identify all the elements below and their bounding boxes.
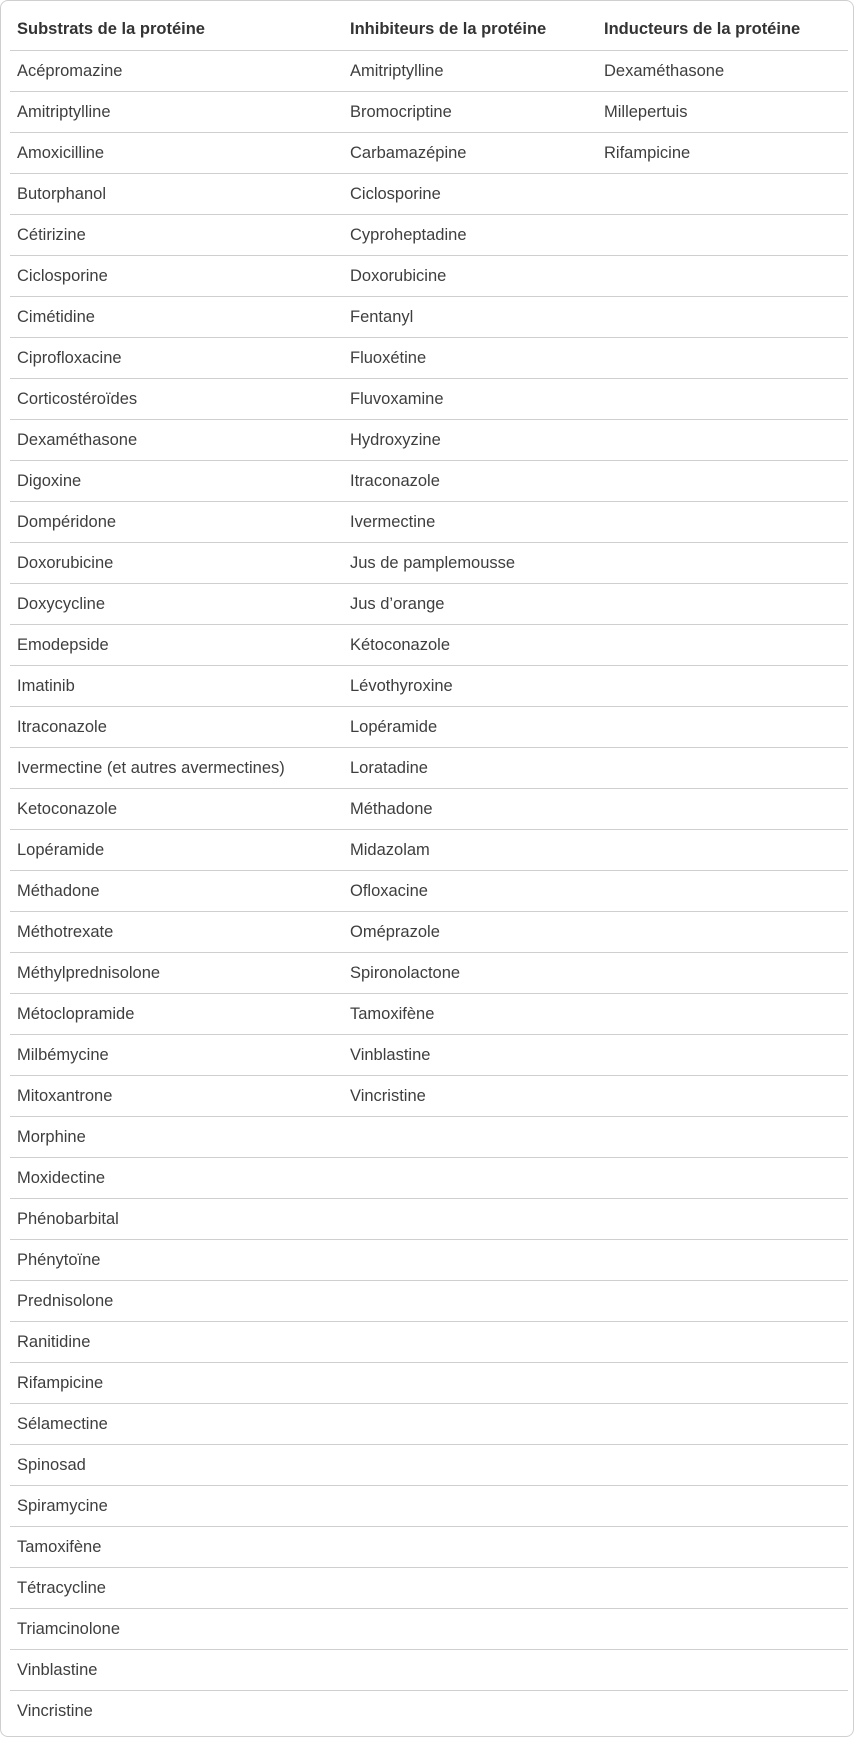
table-row	[10, 1117, 848, 1158]
cell-inducteur	[597, 584, 848, 625]
table-row	[10, 1076, 848, 1117]
cell-inhibiteur: Jus de pamplemousse	[343, 543, 597, 584]
cell-substrat: Tétracycline	[10, 1568, 343, 1609]
cell-inhibiteur: Kétoconazole	[343, 625, 597, 666]
table-row	[10, 133, 848, 174]
cell-inhibiteur: Vincristine	[343, 1076, 597, 1117]
table-row	[10, 461, 848, 502]
cell-inducteur	[597, 1076, 848, 1117]
cell-inducteur	[597, 297, 848, 338]
table-row	[10, 379, 848, 420]
cell-inhibiteur	[343, 1650, 597, 1691]
table-row	[10, 1609, 848, 1650]
cell-substrat: Morphine	[10, 1117, 343, 1158]
cell-substrat: Cétirizine	[10, 215, 343, 256]
cell-inducteur	[597, 1650, 848, 1691]
cell-substrat: Dompéridone	[10, 502, 343, 543]
cell-inducteur	[597, 338, 848, 379]
cell-inducteur	[597, 1158, 848, 1199]
cell-inhibiteur: Itraconazole	[343, 461, 597, 502]
cell-inhibiteur: Jus d’orange	[343, 584, 597, 625]
cell-substrat: Prednisolone	[10, 1281, 343, 1322]
table-row	[10, 297, 848, 338]
protein-table	[10, 9, 848, 1731]
cell-inducteur	[597, 748, 848, 789]
cell-inhibiteur	[343, 1691, 597, 1732]
cell-inhibiteur: Ofloxacine	[343, 871, 597, 912]
table-row	[10, 584, 848, 625]
cell-inhibiteur	[343, 1609, 597, 1650]
cell-substrat: Tamoxifène	[10, 1527, 343, 1568]
table-row	[10, 502, 848, 543]
cell-inhibiteur: Lévothyroxine	[343, 666, 597, 707]
cell-substrat: Méthotrexate	[10, 912, 343, 953]
cell-inducteur	[597, 256, 848, 297]
cell-inhibiteur: Carbamazépine	[343, 133, 597, 174]
cell-inhibiteur: Fluvoxamine	[343, 379, 597, 420]
cell-substrat: Lopéramide	[10, 830, 343, 871]
cell-inducteur: Millepertuis	[597, 92, 848, 133]
cell-inhibiteur: Amitriptylline	[343, 51, 597, 92]
table-row	[10, 1035, 848, 1076]
table-row	[10, 174, 848, 215]
cell-inducteur: Rifampicine	[597, 133, 848, 174]
header-row	[10, 9, 848, 51]
cell-inhibiteur: Ivermectine	[343, 502, 597, 543]
cell-inhibiteur: Fluoxétine	[343, 338, 597, 379]
cell-substrat: Méthadone	[10, 871, 343, 912]
cell-inhibiteur	[343, 1486, 597, 1527]
cell-inhibiteur: Vinblastine	[343, 1035, 597, 1076]
cell-substrat: Rifampicine	[10, 1363, 343, 1404]
cell-inducteur	[597, 1240, 848, 1281]
table-body	[10, 51, 848, 1732]
cell-substrat: Ranitidine	[10, 1322, 343, 1363]
table-row	[10, 1158, 848, 1199]
cell-inhibiteur: Bromocriptine	[343, 92, 597, 133]
cell-substrat: Corticostéroïdes	[10, 379, 343, 420]
table-row	[10, 707, 848, 748]
cell-inducteur	[597, 666, 848, 707]
cell-inducteur	[597, 830, 848, 871]
table-row	[10, 994, 848, 1035]
table-row	[10, 1281, 848, 1322]
cell-inhibiteur: Méthadone	[343, 789, 597, 830]
cell-inhibiteur: Ciclosporine	[343, 174, 597, 215]
table-row	[10, 625, 848, 666]
cell-substrat: Sélamectine	[10, 1404, 343, 1445]
cell-substrat: Dexaméthasone	[10, 420, 343, 461]
cell-substrat: Ivermectine (et autres avermectines)	[10, 748, 343, 789]
table-row	[10, 1691, 848, 1732]
cell-inhibiteur: Oméprazole	[343, 912, 597, 953]
cell-inhibiteur: Tamoxifène	[343, 994, 597, 1035]
cell-inducteur	[597, 502, 848, 543]
cell-inducteur	[597, 1445, 848, 1486]
cell-inducteur	[597, 1281, 848, 1322]
cell-inducteur	[597, 1691, 848, 1732]
table-row	[10, 912, 848, 953]
cell-substrat: Vincristine	[17, 1701, 93, 1720]
table-row	[10, 215, 848, 256]
cell-inducteur	[597, 789, 848, 830]
cell-inhibiteur: Cyproheptadine	[343, 215, 597, 256]
cell-substrat: Doxorubicine	[10, 543, 343, 584]
cell-substrat: Triamcinolone	[10, 1609, 343, 1650]
cell-inhibiteur: Fentanyl	[343, 297, 597, 338]
cell-inducteur	[597, 379, 848, 420]
cell-inducteur	[597, 625, 848, 666]
table-row	[10, 256, 848, 297]
cell-inhibiteur	[343, 1158, 597, 1199]
cell-inducteur	[597, 707, 848, 748]
cell-inhibiteur	[343, 1199, 597, 1240]
cell-inducteur	[597, 1486, 848, 1527]
cell-inducteur	[597, 1609, 848, 1650]
cell-substrat: Méthylprednisolone	[10, 953, 343, 994]
table-row	[10, 1404, 848, 1445]
table-row	[10, 1445, 848, 1486]
cell-substrat: Itraconazole	[10, 707, 343, 748]
cell-substrat: Ciclosporine	[10, 256, 343, 297]
table-row	[10, 789, 848, 830]
table-row	[10, 953, 848, 994]
cell-inhibiteur	[343, 1281, 597, 1322]
cell-inducteur	[597, 1035, 848, 1076]
cell-substrat: Phénobarbital	[10, 1199, 343, 1240]
cell-inhibiteur	[343, 1568, 597, 1609]
cell-inducteur	[597, 1568, 848, 1609]
cell-substrat: Amoxicilline	[10, 133, 343, 174]
cell-inhibiteur: Spironolactone	[343, 953, 597, 994]
cell-substrat: Amitriptylline	[10, 92, 343, 133]
table-row	[10, 1486, 848, 1527]
cell-substrat: Vinblastine	[10, 1650, 343, 1691]
cell-substrat: Cimétidine	[10, 297, 343, 338]
cell-inducteur	[597, 1363, 848, 1404]
table-row	[10, 420, 848, 461]
cell-substrat: Acépromazine	[10, 51, 343, 92]
table-row	[10, 871, 848, 912]
cell-inducteur	[597, 1404, 848, 1445]
table-row	[10, 1363, 848, 1404]
table-row	[10, 1240, 848, 1281]
cell-substrat: Imatinib	[10, 666, 343, 707]
cell-inducteur	[597, 1117, 848, 1158]
cell-substrat: Milbémycine	[10, 1035, 343, 1076]
cell-inducteur	[597, 912, 848, 953]
cell-inhibiteur	[343, 1527, 597, 1568]
table-row	[10, 338, 848, 379]
cell-inhibiteur: Lopéramide	[343, 707, 597, 748]
cell-inhibiteur: Loratadine	[343, 748, 597, 789]
table-row	[10, 92, 848, 133]
cell-substrat: Ketoconazole	[10, 789, 343, 830]
table-row	[10, 830, 848, 871]
cell-substrat: Emodepside	[10, 625, 343, 666]
header-inhibiteurs: Inhibiteurs de la protéine	[343, 9, 597, 51]
cell-inhibiteur: Hydroxyzine	[343, 420, 597, 461]
cell-inducteur	[597, 1527, 848, 1568]
header-substrats: Substrats de la protéine	[10, 9, 343, 51]
cell-substrat: Digoxine	[10, 461, 343, 502]
cell-inhibiteur	[343, 1322, 597, 1363]
cell-substrat: Métoclopramide	[10, 994, 343, 1035]
cell-inducteur: Dexaméthasone	[597, 51, 848, 92]
cell-substrat: Phénytoïne	[10, 1240, 343, 1281]
cell-inducteur	[597, 461, 848, 502]
cell-substrat: Spiramycine	[10, 1486, 343, 1527]
cell-inducteur	[597, 1322, 848, 1363]
cell-inhibiteur: Doxorubicine	[343, 256, 597, 297]
cell-substrat: Ciprofloxacine	[10, 338, 343, 379]
table-row	[10, 1322, 848, 1363]
cell-inducteur	[597, 994, 848, 1035]
table-row	[10, 51, 848, 92]
cell-inhibiteur	[343, 1445, 597, 1486]
table-row	[10, 1568, 848, 1609]
cell-inducteur	[597, 871, 848, 912]
header-inducteurs: Inducteurs de la protéine	[597, 9, 848, 51]
cell-inducteur	[597, 543, 848, 584]
cell-inducteur	[597, 953, 848, 994]
cell-inhibiteur	[343, 1363, 597, 1404]
cell-substrat: Doxycycline	[10, 584, 343, 625]
cell-substrat: Spinosad	[10, 1445, 343, 1486]
cell-inducteur	[597, 420, 848, 461]
table-row	[10, 1199, 848, 1240]
cell-inhibiteur	[343, 1240, 597, 1281]
table-row	[10, 1650, 848, 1691]
cell-inhibiteur	[343, 1117, 597, 1158]
cell-inhibiteur	[343, 1404, 597, 1445]
table-row	[10, 543, 848, 584]
cell-inhibiteur: Midazolam	[343, 830, 597, 871]
cell-substrat: Butorphanol	[10, 174, 343, 215]
cell-substrat: Mitoxantrone	[10, 1076, 343, 1117]
cell-substrat: Moxidectine	[10, 1158, 343, 1199]
cell-inducteur	[597, 174, 848, 215]
cell-inducteur	[597, 1199, 848, 1240]
cell-inducteur	[597, 215, 848, 256]
table-row	[10, 666, 848, 707]
table-row	[10, 1527, 848, 1568]
table-row	[10, 748, 848, 789]
